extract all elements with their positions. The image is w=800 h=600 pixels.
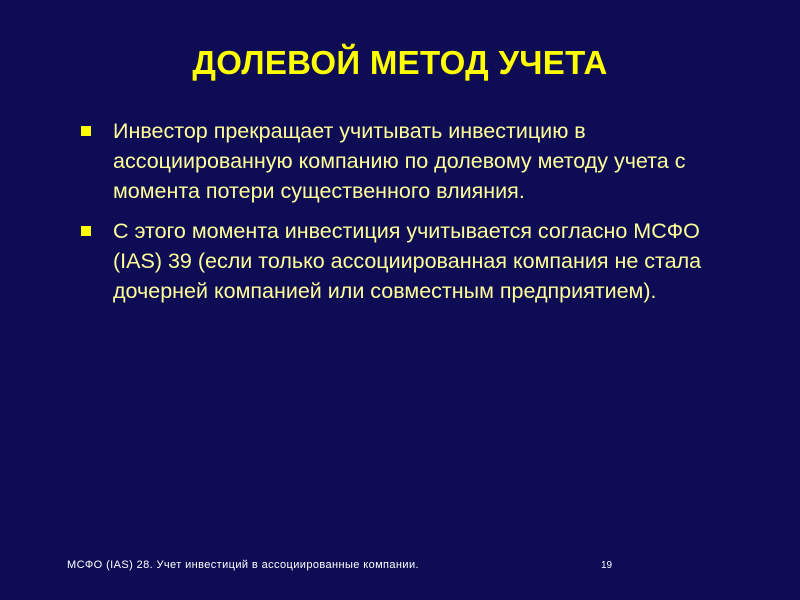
bullet-text: С этого момента инвестиция учитывается согласно МСФО (IAS) 39 (если только ассоциированная компания не стала дочерней компанией или совместным предприятием). — [113, 219, 702, 303]
bullet-item — [78, 216, 718, 306]
bullet-list — [78, 116, 718, 316]
square-bullet-icon — [81, 226, 91, 236]
slide-footer: МСФО (IAS) 28. Учет инвестиций в ассоциированные компании. — [67, 559, 419, 571]
bullet-item — [78, 116, 718, 206]
slide-title: ДОЛЕВОЙ МЕТОД УЧЕТА — [192, 44, 608, 81]
page-number: 19 — [601, 560, 613, 571]
bullet-text: Инвестор прекращает учитывать инвестицию в ассоциированную компанию по долевому методу учета с момента потери существенного влияния. — [113, 119, 686, 203]
square-bullet-icon — [81, 126, 91, 136]
